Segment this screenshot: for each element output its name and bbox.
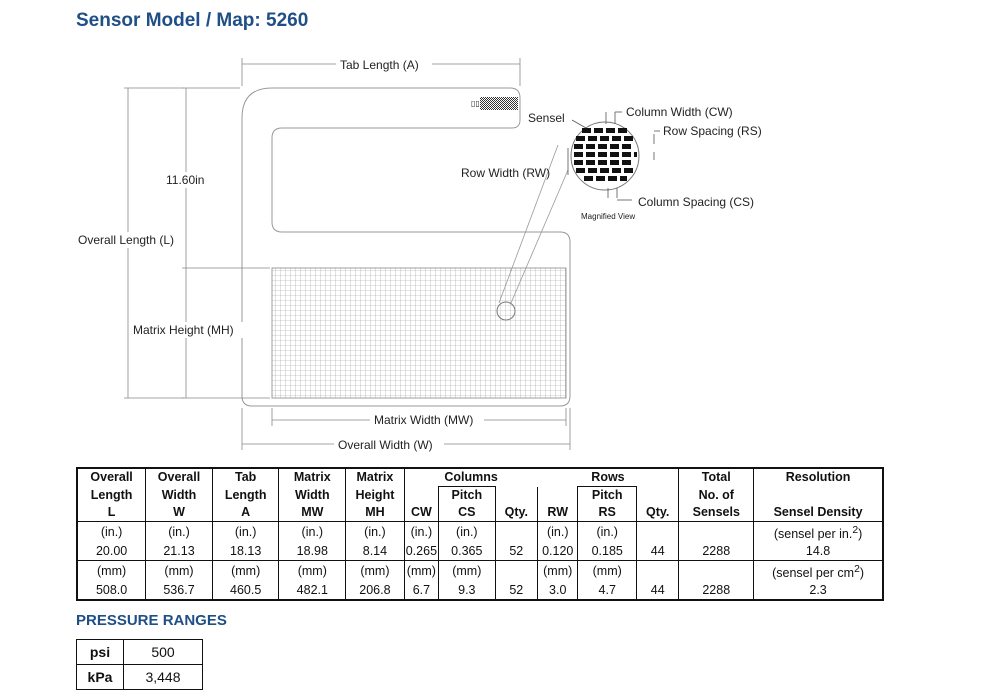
unit-cell: (mm) — [439, 561, 496, 583]
header-cell — [538, 487, 578, 505]
specs-table — [76, 467, 884, 601]
value-cell: 44 — [637, 582, 679, 600]
pressure-table — [76, 639, 203, 690]
pressure-value: 500 — [124, 640, 203, 665]
unit-cell: (in.) — [279, 522, 346, 544]
sensor-matrix — [272, 268, 566, 398]
unit-cell — [679, 522, 754, 544]
table-header-row — [77, 504, 883, 522]
tab-marker: ▯▯ — [471, 99, 480, 108]
column-width-label: Column Width (CW) — [626, 105, 733, 119]
value-cell: 2288 — [679, 582, 754, 600]
value-cell: 2288 — [679, 543, 754, 561]
page-title: Sensor Model / Map: 5260 — [76, 10, 309, 31]
header-matrix-height: Matrix — [346, 468, 405, 487]
unit-cell — [637, 561, 679, 583]
unit-cell: (mm) — [538, 561, 578, 583]
table-header-row — [77, 468, 883, 487]
row-spacing-label: Row Spacing (RS) — [663, 124, 762, 138]
unit-cell — [495, 561, 537, 583]
header-cell: L — [77, 504, 146, 522]
matrix-width-label: Matrix Width (MW) — [374, 413, 474, 427]
unit-cell — [679, 561, 754, 583]
unit-cell: (in.) — [439, 522, 496, 544]
pressure-value: 3,448 — [124, 665, 203, 690]
magnified-view-label: Magnified View — [581, 212, 636, 221]
density-unit-in: (sensel per in.$^2$) — [754, 522, 883, 544]
header-cell — [404, 487, 438, 505]
header-cs: CS — [439, 504, 496, 522]
value-cell: 6.7 — [404, 582, 438, 600]
length-value-label: 11.60in — [166, 173, 205, 187]
value-cell: 508.0 — [77, 582, 146, 600]
header-qty: Qty. — [495, 504, 537, 522]
header-cell — [637, 487, 679, 505]
header-rows: Rows — [538, 468, 679, 487]
density-unit-cm: (sensel per $cm^2$) — [754, 561, 883, 583]
header-sensel-density: Sensel Density — [754, 504, 883, 522]
value-cell: 3.0 — [538, 582, 578, 600]
header-matrix-width: Matrix — [279, 468, 346, 487]
overall-width-label: Overall Width (W) — [338, 438, 433, 452]
value-cell: 0.265 — [404, 543, 438, 561]
header-qty: Qty. — [637, 504, 679, 522]
table-row — [77, 522, 883, 544]
pressure-unit: kPa — [77, 665, 124, 690]
header-cell — [495, 487, 537, 505]
value-cell: 18.98 — [279, 543, 346, 561]
value-cell: 206.8 — [346, 582, 405, 600]
unit-cell — [637, 522, 679, 544]
column-spacing-label: Column Spacing (CS) — [638, 195, 755, 209]
header-cell: Length — [77, 487, 146, 505]
header-cell: W — [146, 504, 213, 522]
table-header-row — [77, 487, 883, 505]
header-overall-width: Overall — [146, 468, 213, 487]
unit-cell: (mm) — [77, 561, 146, 583]
header-pitch: Pitch — [578, 487, 637, 505]
value-cell: 2.3 — [754, 582, 883, 600]
header-cell: MH — [346, 504, 405, 522]
value-cell: 18.13 — [212, 543, 279, 561]
header-columns: Columns — [404, 468, 537, 487]
tab-contacts — [480, 97, 518, 110]
value-cell: 21.13 — [146, 543, 213, 561]
header-rs: RS — [578, 504, 637, 522]
unit-cell: (mm) — [146, 561, 213, 583]
unit-cell: (in.) — [404, 522, 438, 544]
sensel-label: Sensel — [528, 111, 565, 125]
unit-cell: (in.) — [146, 522, 213, 544]
value-cell: 0.185 — [578, 543, 637, 561]
header-rw: RW — [538, 504, 578, 522]
table-row — [77, 640, 203, 665]
unit-cell: (mm) — [578, 561, 637, 583]
header-cw: CW — [404, 504, 438, 522]
value-cell: 52 — [495, 582, 537, 600]
header-cell: Width — [279, 487, 346, 505]
unit-cell — [495, 522, 537, 544]
header-pitch: Pitch — [439, 487, 496, 505]
unit-cell: (mm) — [404, 561, 438, 583]
matrix-height-label: Matrix Height (MH) — [133, 323, 234, 337]
unit-cell: (in.) — [212, 522, 279, 544]
unit-cell: (mm) — [212, 561, 279, 583]
header-resolution: Resolution — [754, 468, 883, 487]
value-cell: 14.8 — [754, 543, 883, 561]
header-cell: Length — [212, 487, 279, 505]
header-cell: Height — [346, 487, 405, 505]
header-cell: Width — [146, 487, 213, 505]
header-total: Total — [679, 468, 754, 487]
magnified-view — [461, 105, 762, 221]
header-cell: No. of — [679, 487, 754, 505]
unit-cell: (in.) — [346, 522, 405, 544]
unit-cell: (in.) — [538, 522, 578, 544]
table-row — [77, 543, 883, 561]
header-tab-length: Tab — [212, 468, 279, 487]
header-cell — [754, 487, 883, 505]
tab-length-label: Tab Length (A) — [340, 58, 419, 72]
value-cell: 0.120 — [538, 543, 578, 561]
table-row — [77, 561, 883, 583]
value-cell: 460.5 — [212, 582, 279, 600]
header-cell: Sensels — [679, 504, 754, 522]
value-cell: 4.7 — [578, 582, 637, 600]
value-cell: 482.1 — [279, 582, 346, 600]
value-cell: 52 — [495, 543, 537, 561]
value-cell: 20.00 — [77, 543, 146, 561]
value-cell: 536.7 — [146, 582, 213, 600]
value-cell: 44 — [637, 543, 679, 561]
value-cell: 8.14 — [346, 543, 405, 561]
pressure-ranges-title: PRESSURE RANGES — [76, 612, 227, 629]
unit-cell: (mm) — [279, 561, 346, 583]
unit-cell: (mm) — [346, 561, 405, 583]
unit-cell: (in.) — [578, 522, 637, 544]
header-cell: A — [212, 504, 279, 522]
table-row — [77, 665, 203, 690]
row-width-label: Row Width (RW) — [461, 166, 551, 180]
pressure-unit: psi — [77, 640, 124, 665]
header-cell: MW — [279, 504, 346, 522]
value-cell: 0.365 — [439, 543, 496, 561]
value-cell: 9.3 — [439, 582, 496, 600]
unit-cell: (in.) — [77, 522, 146, 544]
header-overall-length: Overall — [77, 468, 146, 487]
overall-length-label: Overall Length (L) — [78, 233, 175, 247]
table-row — [77, 582, 883, 600]
